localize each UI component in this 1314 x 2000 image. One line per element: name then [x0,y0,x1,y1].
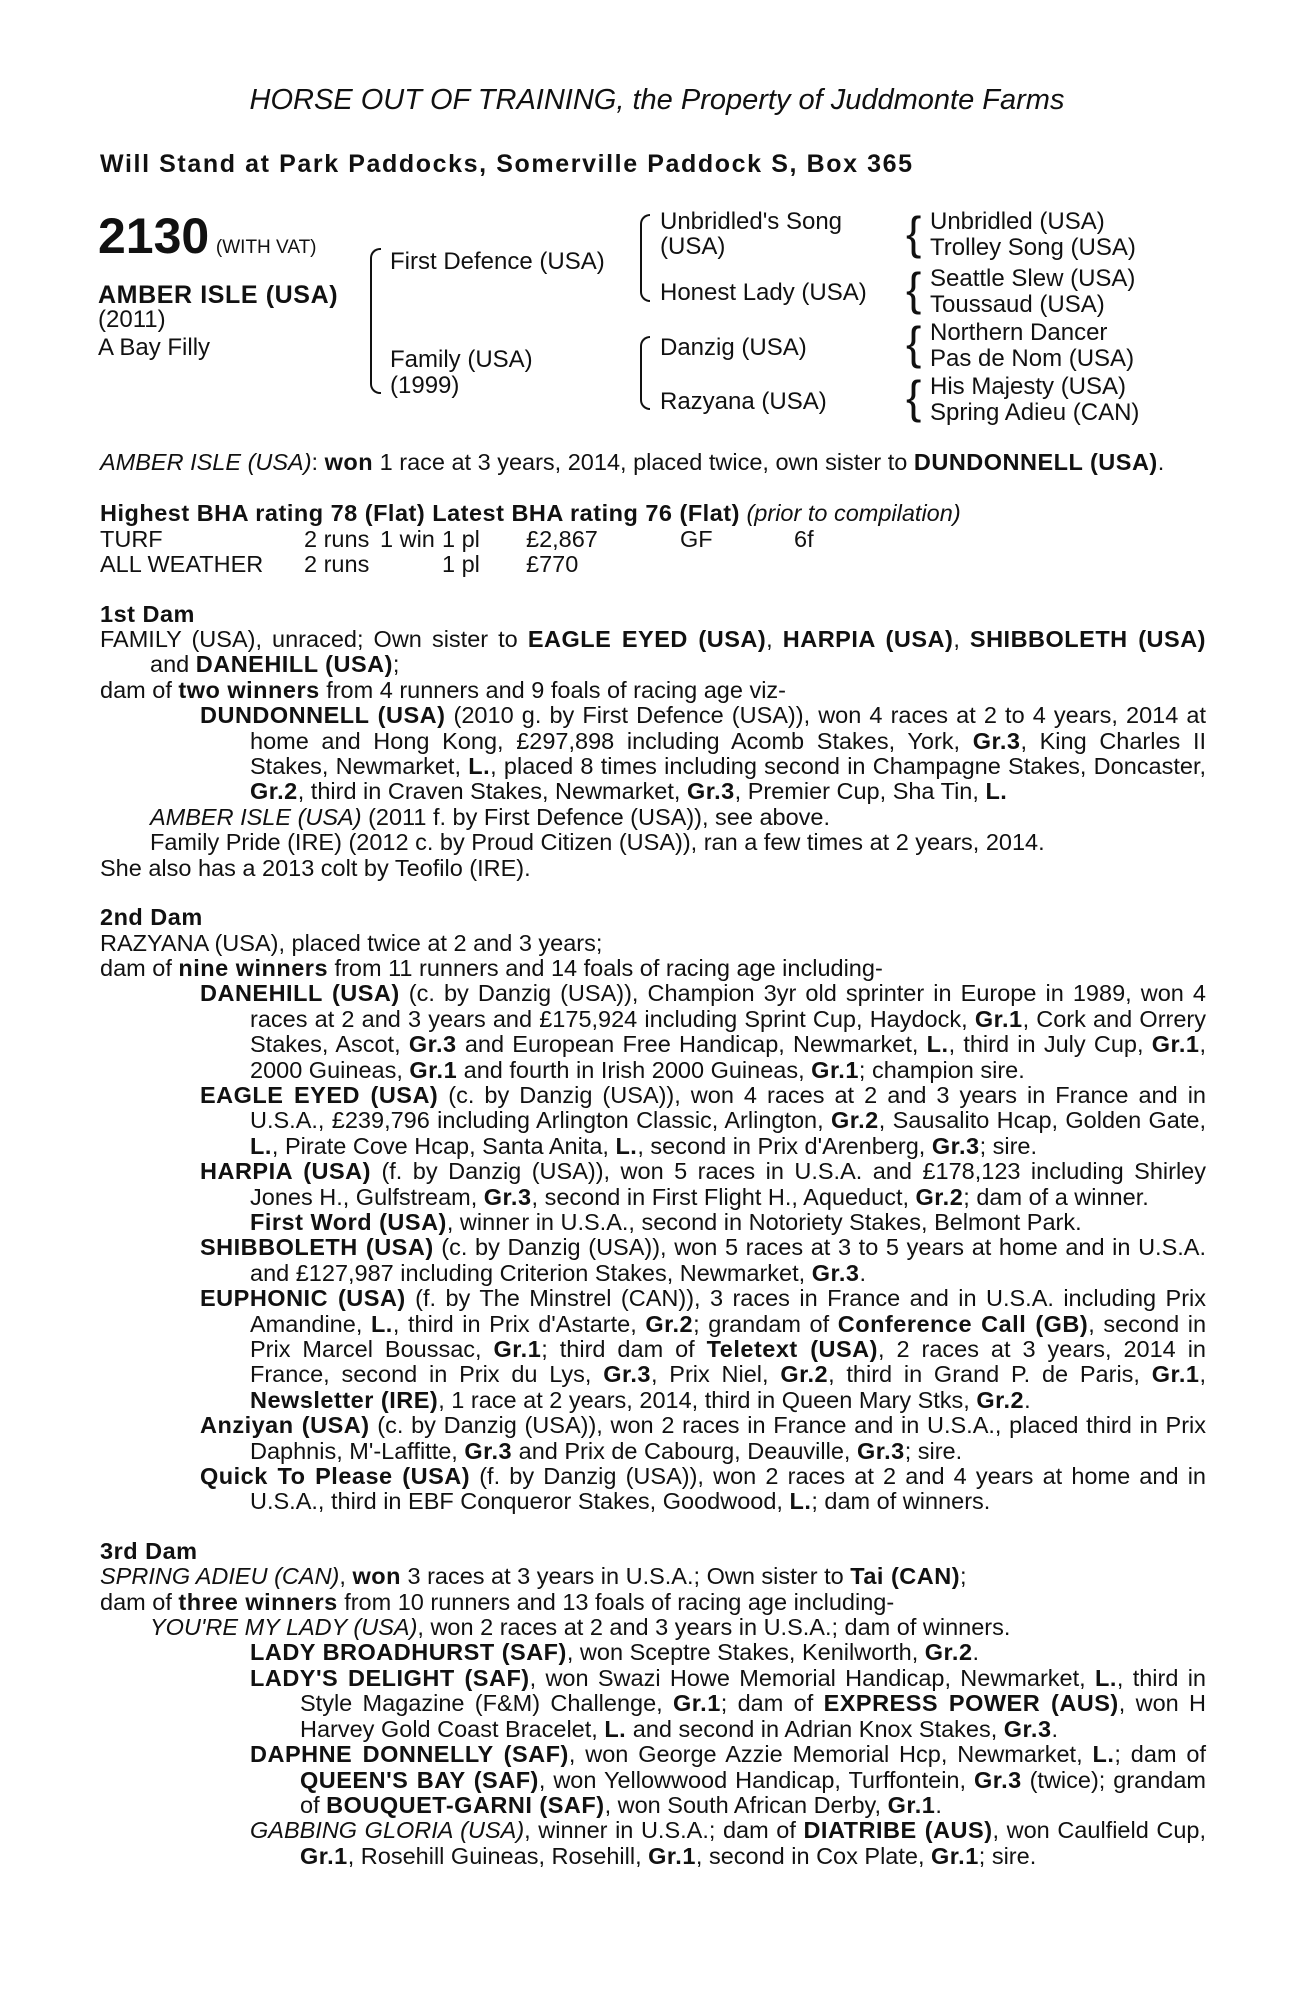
ancestor-3: Seattle Slew (USA) [930,265,1136,292]
pedigree-bracket-2a [640,214,650,302]
second-dam-intro: RAZYANA (USA), placed twice at 2 and 3 years; [100,929,603,956]
ancestor-6: Pas de Nom (USA) [930,345,1135,372]
ancestor-4: Toussaud (USA) [930,291,1105,318]
ancestor-7: His Majesty (USA) [930,373,1127,400]
pedigree-brace-6: { [906,371,922,423]
list-item: Family Pride (IRE) (2012 c. by Proud Citizen (USA)), ran a few times at 2 years, 2014. [150,829,1045,856]
list-item: GABBING GLORIA (USA), winner in U.S.A.; dam of DIATRIBE (AUS), won Caulfield Cup, Gr.1, Rosehill Guineas, Rosehill, Gr.1, second in Cox Plate, Gr.1; sire. [250,1817,1206,1869]
ratings-heading: Highest BHA rating 78 (Flat) Latest BHA rating 76 (Flat) (prior to compilation) [100,500,961,527]
sire-sire: Unbridled's Song [660,208,843,235]
race-summary: AMBER ISLE (USA): won 1 race at 3 years, 2014, placed twice, own sister to DUNDONNELL (USA). [100,449,1165,475]
first-dam-heading: 1st Dam [100,600,195,627]
third-dam-produce-summary: dam of three winners from 10 runners and 13 foals of racing age including- [100,1588,895,1615]
list-item: DANEHILL (USA) (c. by Danzig (USA)), Champion 3yr old sprinter in Europe in 1989, won 4 races at 2 and 3 years and £175,924 including Sprint Cup, Haydock, Gr.1, Cork and Orrery Stakes, Ascot, Gr.3 and European Free Handicap, Newmarket, L., third in July Cup, Gr.1, 2000 Guineas, Gr.1 and fourth in Irish 2000 Guineas, Gr.1; champion sire. [200,980,1206,1083]
stand-location: Will Stand at Park Paddocks, Somerville Paddock S, Box 365 [100,150,914,178]
pedigree-table [0,0,1314,440]
horse-description: A Bay Filly [98,334,211,361]
list-item: SHIBBOLETH (USA) (c. by Danzig (USA)), won 5 races at 3 to 5 years at home and in U.S.A. and £127,987 including Criterion Stakes, Newmarket, Gr.3. [200,1234,1206,1286]
lot-number: 2130 [98,208,210,264]
sire-sire-country: (USA) [660,233,726,260]
dam-sire: Danzig (USA) [660,334,807,361]
list-item: HARPIA (USA) (f. by Danzig (USA)), won 5 races in U.S.A. and £178,123 including Shirley Jones H., Gulfstream, Gr.3, second in First Flight H., Aqueduct, Gr.2; dam of a winner. [200,1158,1207,1210]
first-dam-intro: FAMILY (USA), unraced; Own sister to EAGLE EYED (USA), HARPIA (USA), SHIBBOLETH (USA) and DANEHILL (USA); [100,626,1206,678]
sire-dam: Honest Lady (USA) [660,279,867,306]
list-item: First Word (USA), winner in U.S.A., second in Notoriety Stakes, Belmont Park. [250,1208,1082,1235]
pedigree-brace-5: { [906,317,922,369]
lot-line [98,210,317,262]
list-item: YOU'RE MY LADY (USA), won 2 races at 2 and 3 years in U.S.A.; dam of winners. [150,1614,1011,1641]
dam-year: (1999) [390,372,460,399]
list-item: EUPHONIC (USA) (f. by The Minstrel (CAN)), 3 races in France and in U.S.A. including Prix Amandine, L., third in Prix d'Astarte, Gr.2; grandam of Conference Call (GB), second in Prix Marcel Boussac, Gr.1; third dam of Teletext (USA), 2 races at 3 years, 2014 in France, second in Prix du Lys, Gr.3, Prix Niel, Gr.2, third in Grand P. de Paris, Gr.1, Newsletter (IRE), 1 race at 2 years, 2014, third in Queen Mary Stks, Gr.2. [200,1285,1207,1413]
list-item: DAPHNE DONNELLY (SAF), won George Azzie Memorial Hcp, Newmarket, L.; dam of QUEEN'S BAY (SAF), won Yellowwood Handicap, Turffontein, Gr.3 (twice); grandam of BOUQUET-GARNI (SAF), won South African Derby, Gr.1. [250,1741,1206,1818]
catalogue-body [100,450,1206,1869]
list-item: LADY'S DELIGHT (SAF), won Swazi Howe Memorial Handicap, Newmarket, L., third in Style Magazine (F&M) Challenge, Gr.1; dam of EXPRESS POWER (AUS), won H Harvey Gold Coast Bracelet, L. and second in Adrian Knox Stakes, Gr.3. [250,1664,1207,1742]
race-record-table [100,527,814,578]
pedigree-brace-4: { [906,263,922,315]
pedigree-brace-3: { [906,207,922,259]
list-item: Anziyan (USA) (c. by Danzig (USA)), won 2 races in France and in U.S.A., placed third in Prix Daphnis, M'-Laffitte, Gr.3 and Prix de Cabourg, Deauville, Gr.3; sire. [200,1412,1206,1464]
list-item: EAGLE EYED (USA) (c. by Danzig (USA)), won 4 races at 2 and 3 years in France and in U.S.A., £239,796 including Arlington Classic, Arlington, Gr.2, Sausalito Hcap, Golden Gate, L., Pirate Cove Hcap, Santa Anita, L., second in Prix d'Arenberg, Gr.3; sire. [200,1081,1206,1159]
first-dam-produce-summary: dam of two winners from 4 runners and 9 foals of racing age viz- [100,676,786,703]
horse-name: AMBER ISLE (USA) [98,281,339,309]
dam-dam: Razyana (USA) [660,388,827,415]
pedigree-bracket-1 [370,248,381,394]
list-item: LADY BROADHURST (SAF), won Sceptre Stakes, Kenilworth, Gr.2. [250,1639,980,1666]
second-dam-heading: 2nd Dam [100,904,203,931]
list-item: Quick To Please (USA) (f. by Danzig (USA)), won 2 races at 2 and 4 years at home and in U.S.A., third in EBF Conqueror Stakes, Goodwood, L.; dam of winners. [200,1463,1206,1515]
second-dam-produce-summary: dam of nine winners from 11 runners and 14 foals of racing age including- [100,954,883,981]
ancestor-5: Northern Dancer [930,319,1108,346]
sire-name: First Defence (USA) [390,248,605,275]
list-item: DUNDONNELL (USA) (2010 g. by First Defence (USA)), won 4 races at 2 to 4 years, 2014 at home and Hong Kong, £297,898 including Acomb Stakes, York, Gr.3, King Charles II Stakes, Newmarket, L., placed 8 times including second in Champagne Stakes, Doncaster, Gr.2, third in Craven Stakes, Newmarket, Gr.3, Premier Cup, Sha Tin, L. [200,702,1207,805]
dam-name: Family (USA) [390,346,533,373]
ancestor-2: Trolley Song (USA) [930,234,1136,261]
ancestor-8: Spring Adieu (CAN) [930,399,1140,426]
vat-note: (WITH VAT) [215,237,317,258]
third-dam-intro: SPRING ADIEU (CAN), won 3 races at 3 years in U.S.A.; Own sister to Tai (CAN); [100,1563,967,1590]
table-row: TURF 2 runs 1 win 1 pl £2,867 GF 6f [100,525,814,552]
horse-year: (2011) [98,306,166,333]
ancestor-1: Unbridled (USA) [930,208,1105,235]
table-row: ALL WEATHER 2 runs 1 pl £770 [100,551,579,578]
sale-title: HORSE OUT OF TRAINING, the Property of Juddmonte Farms [249,84,1065,116]
list-item: AMBER ISLE (USA) (2011 f. by First Defence (USA)), see above. [150,803,830,830]
list-item: She also has a 2013 colt by Teofilo (IRE). [100,854,531,881]
pedigree-bracket-2b [640,336,650,410]
third-dam-heading: 3rd Dam [100,1537,198,1564]
